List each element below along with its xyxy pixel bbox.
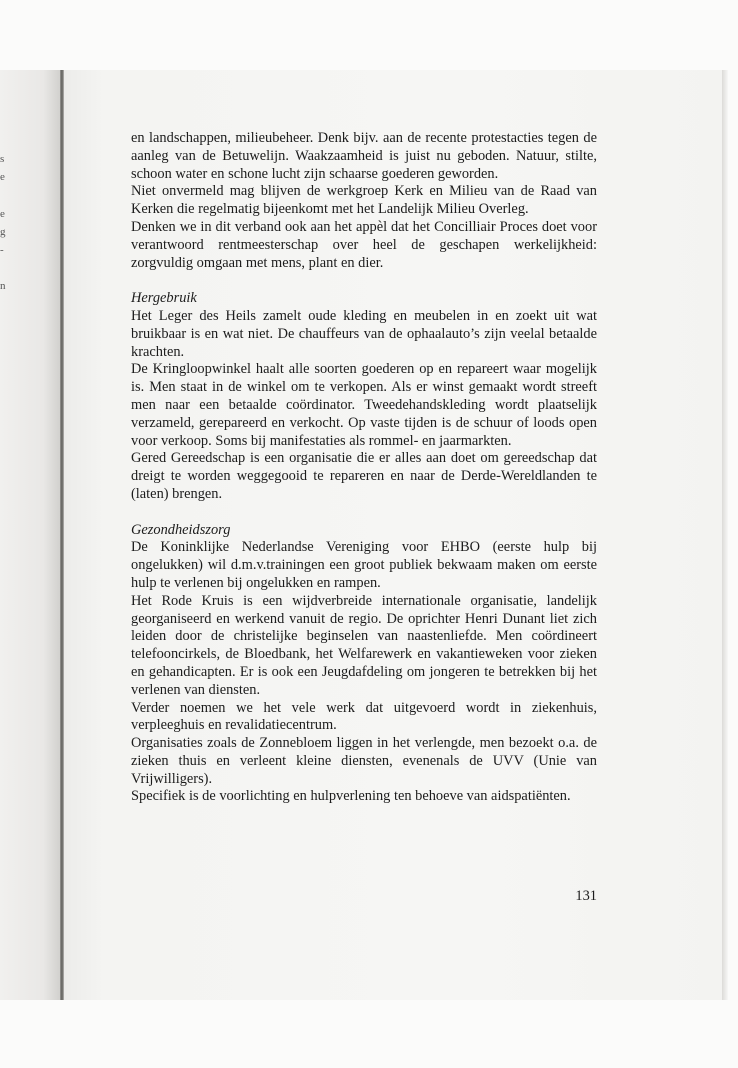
paragraph: Het Rode Kruis is een wijdverbreide internationale organisatie, landelijk georganiseerd en werkend vanuit de regio. De oprichter Henri Dunant liet zich leiden door de christelijke beginselen van naastenliefde. Men coördineert telefooncirkels, de Bloedbank, het Welfarewerk en vakantieweken voor zieken en gehandicapten. Er is ook een Jeugdafdeling om jongeren te betrekken bij het verlenen van diensten. [131, 592, 597, 698]
page-body-text [131, 130, 597, 806]
left-edge-char: e [0, 209, 5, 220]
section-heading-hergebruik: Hergebruik [131, 290, 197, 307]
section-heading-gezondheidszorg: Gezondheidszorg [131, 521, 231, 538]
left-edge-char: e [0, 172, 5, 183]
paragraph: De Koninklijke Nederlandse Vereniging voor EHBO (eerste hulp bij ongelukken) wil d.m.v.trainingen een groot publiek bekwaam maken om eerste hulp te verlenen bij ongelukken en rampen. [131, 539, 597, 591]
left-edge-char: g [0, 227, 6, 238]
paragraph: en landschappen, milieubeheer. Denk bijv. aan de recente protestacties tegen de aanleg van de Betuwelijn. Waakzaamheid is juist nu geboden. Natuur, stilte, schoon water en schone lucht zijn schaarse goederen geworden. [131, 130, 597, 182]
paragraph: Het Leger des Heils zamelt oude kleding en meubelen in en zoekt uit wat bruikbaar is en wat niet. De chauffeurs van de ophaalauto’s zijn veelal betaalde krachten. [131, 307, 597, 360]
paragraph: De Kringloopwinkel haalt alle soorten goederen op en repareert waar mogelijk is. Men staat in de winkel om te verkopen. Als er winst gemaakt wordt streeft men naar een betaalde coördinator. Tweedehandskleding wordt plaatselijk verzameld, gerepareerd en verkocht. Op vaste tijden is de schuur of loods open voor verkoop. Soms bij manifestaties als rommel- en jaarmarkten. [131, 361, 597, 449]
section-spacer [131, 504, 597, 522]
paragraph: Organisaties zoals de Zonnebloem liggen in het verlengde, men bezoekt o.a. de zieken thuis en verleent kleine diensten, evenenals de UVV (Unie van Vrijwilligers). [131, 735, 597, 787]
paragraph: Denken we in dit verband ook aan het appèl dat het Concilliair Proces doet voor verantwoord rentmeesterschap over heel de geschapen werkelijkheid: zorgvuldig omgaan met mens, plant en dier. [131, 218, 597, 271]
paragraph: Verder noemen we het vele werk dat uitgevoerd wordt in ziekenhuis, verpleeghuis en revalidatiecentrum. [131, 699, 597, 734]
left-edge-char: n [0, 281, 6, 292]
left-edge-char: s [0, 154, 5, 165]
page-edge-shadow [722, 70, 728, 1000]
left-page-edge [0, 70, 62, 1000]
page-number: 131 [575, 888, 597, 904]
paragraph: Gered Gereedschap is een organisatie die er alles aan doet om gereedschap dat dreigt te worden weggegooid te repareren en naar de Derde-Wereldlanden te (laten) brengen. [131, 450, 597, 502]
left-edge-char: - [0, 245, 4, 256]
paragraph: Niet onvermeld mag blijven de werkgroep Kerk en Milieu van de Raad van Kerken die regelmatig bijeenkomt met het Landelijk Milieu Overleg. [131, 183, 597, 218]
paragraph: Specifiek is de voorlichting en hulpverlening ten behoeve van aidspatiënten. [131, 788, 571, 805]
